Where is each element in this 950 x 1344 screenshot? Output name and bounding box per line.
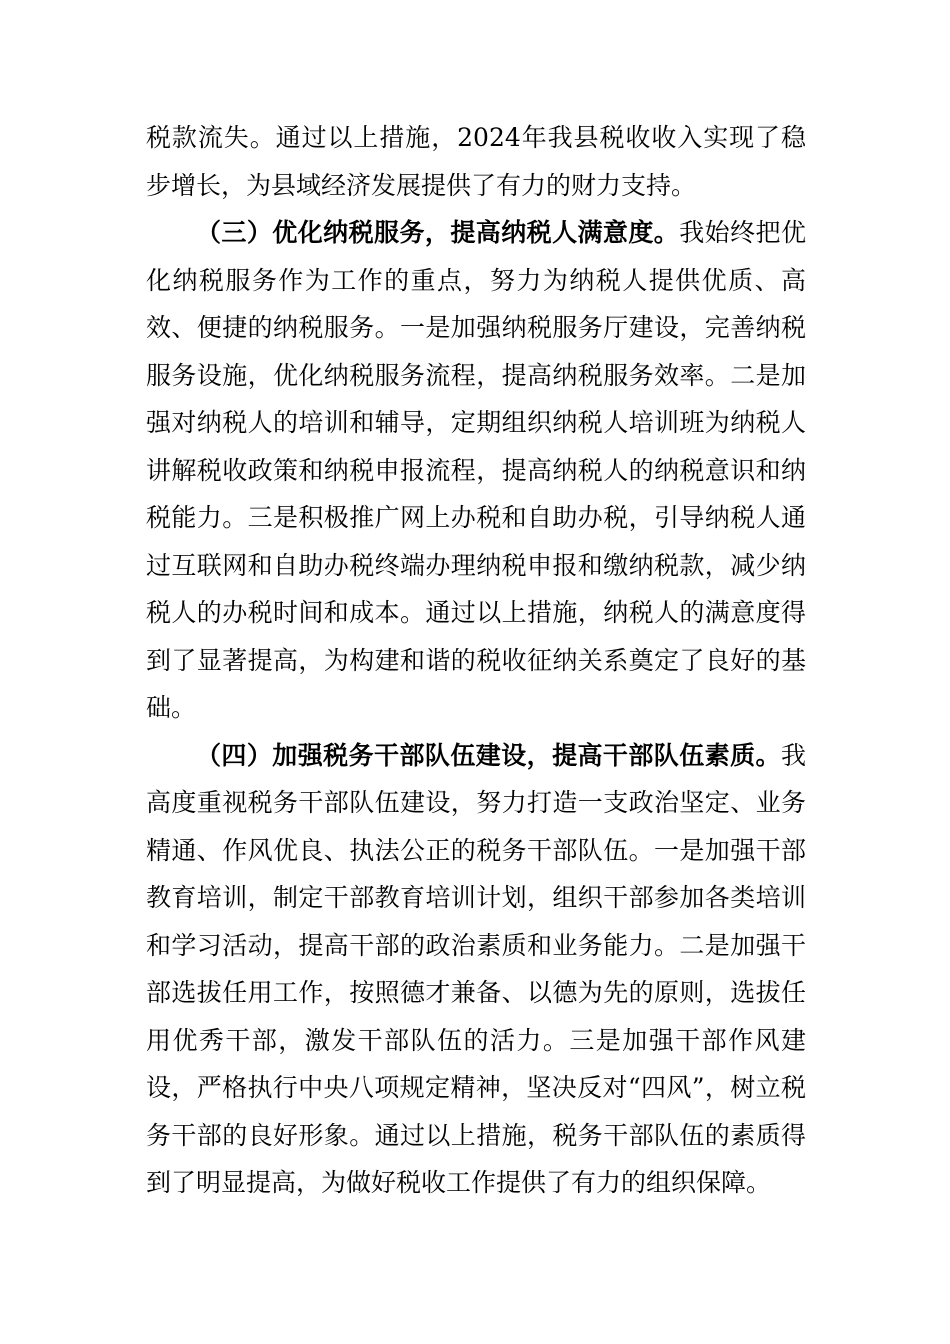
paragraph-4-section xyxy=(146,732,806,1207)
section-3-body: 我始终把优化纳税服务作为工作的重点，努力为纳税人提供优质、高效、便捷的纳税服务。一是加强纳税服务厅建设，完善纳税服务设施，优化纳税服务流程，提高纳税服务效率。二是加强对纳税人的培训和辅导，定期组织纳税人培训班为纳税人讲解税收政策和纳税申报流程，提高纳税人的纳税意识和纳税能力。三是积极推广网上办税和自助办税，引导纳税人通过互联网和自助办税终端办理纳税申报和缴纳税款，减少纳税人的办税时间和成本。通过以上措施，纳税人的满意度得到了显著提高，为构建和谐的税收征纳关系奠定了良好的基础。 xyxy=(146,218,806,722)
section-3-heading: （三）优化纳税服务，提高纳税人满意度。 xyxy=(196,218,680,247)
document-body xyxy=(146,114,806,1207)
paragraph-3-section xyxy=(146,209,806,732)
paragraph-1-text: 税款流失。通过以上措施，2024年我县税收收入实现了稳步增长，为县域经济发展提供了有力的财力支持。 xyxy=(146,123,806,200)
section-4-heading: （四）加强税务干部队伍建设，提高干部队伍素质。 xyxy=(196,740,781,770)
section-4-body: 我高度重视税务干部队伍建设，努力打造一支政治坚定、业务精通、作风优良、执法公正的税务干部队伍。一是加强干部教育培训，制定干部教育培训计划，组织干部参加各类培训和学习活动，提高干部的政治素质和业务能力。二是加强干部选拔任用工作，按照德才兼备、以德为先的原则，选拔任用优秀干部，激发干部队伍的活力。三是加强干部作风建设，严格执行中央八项规定精神，坚决反对“四风”，树立税务干部的良好形象。通过以上措施，税务干部队伍的素质得到了明显提高，为做好税收工作提供了有力的组织保障。 xyxy=(146,740,806,1197)
paragraph-1 xyxy=(146,114,806,209)
